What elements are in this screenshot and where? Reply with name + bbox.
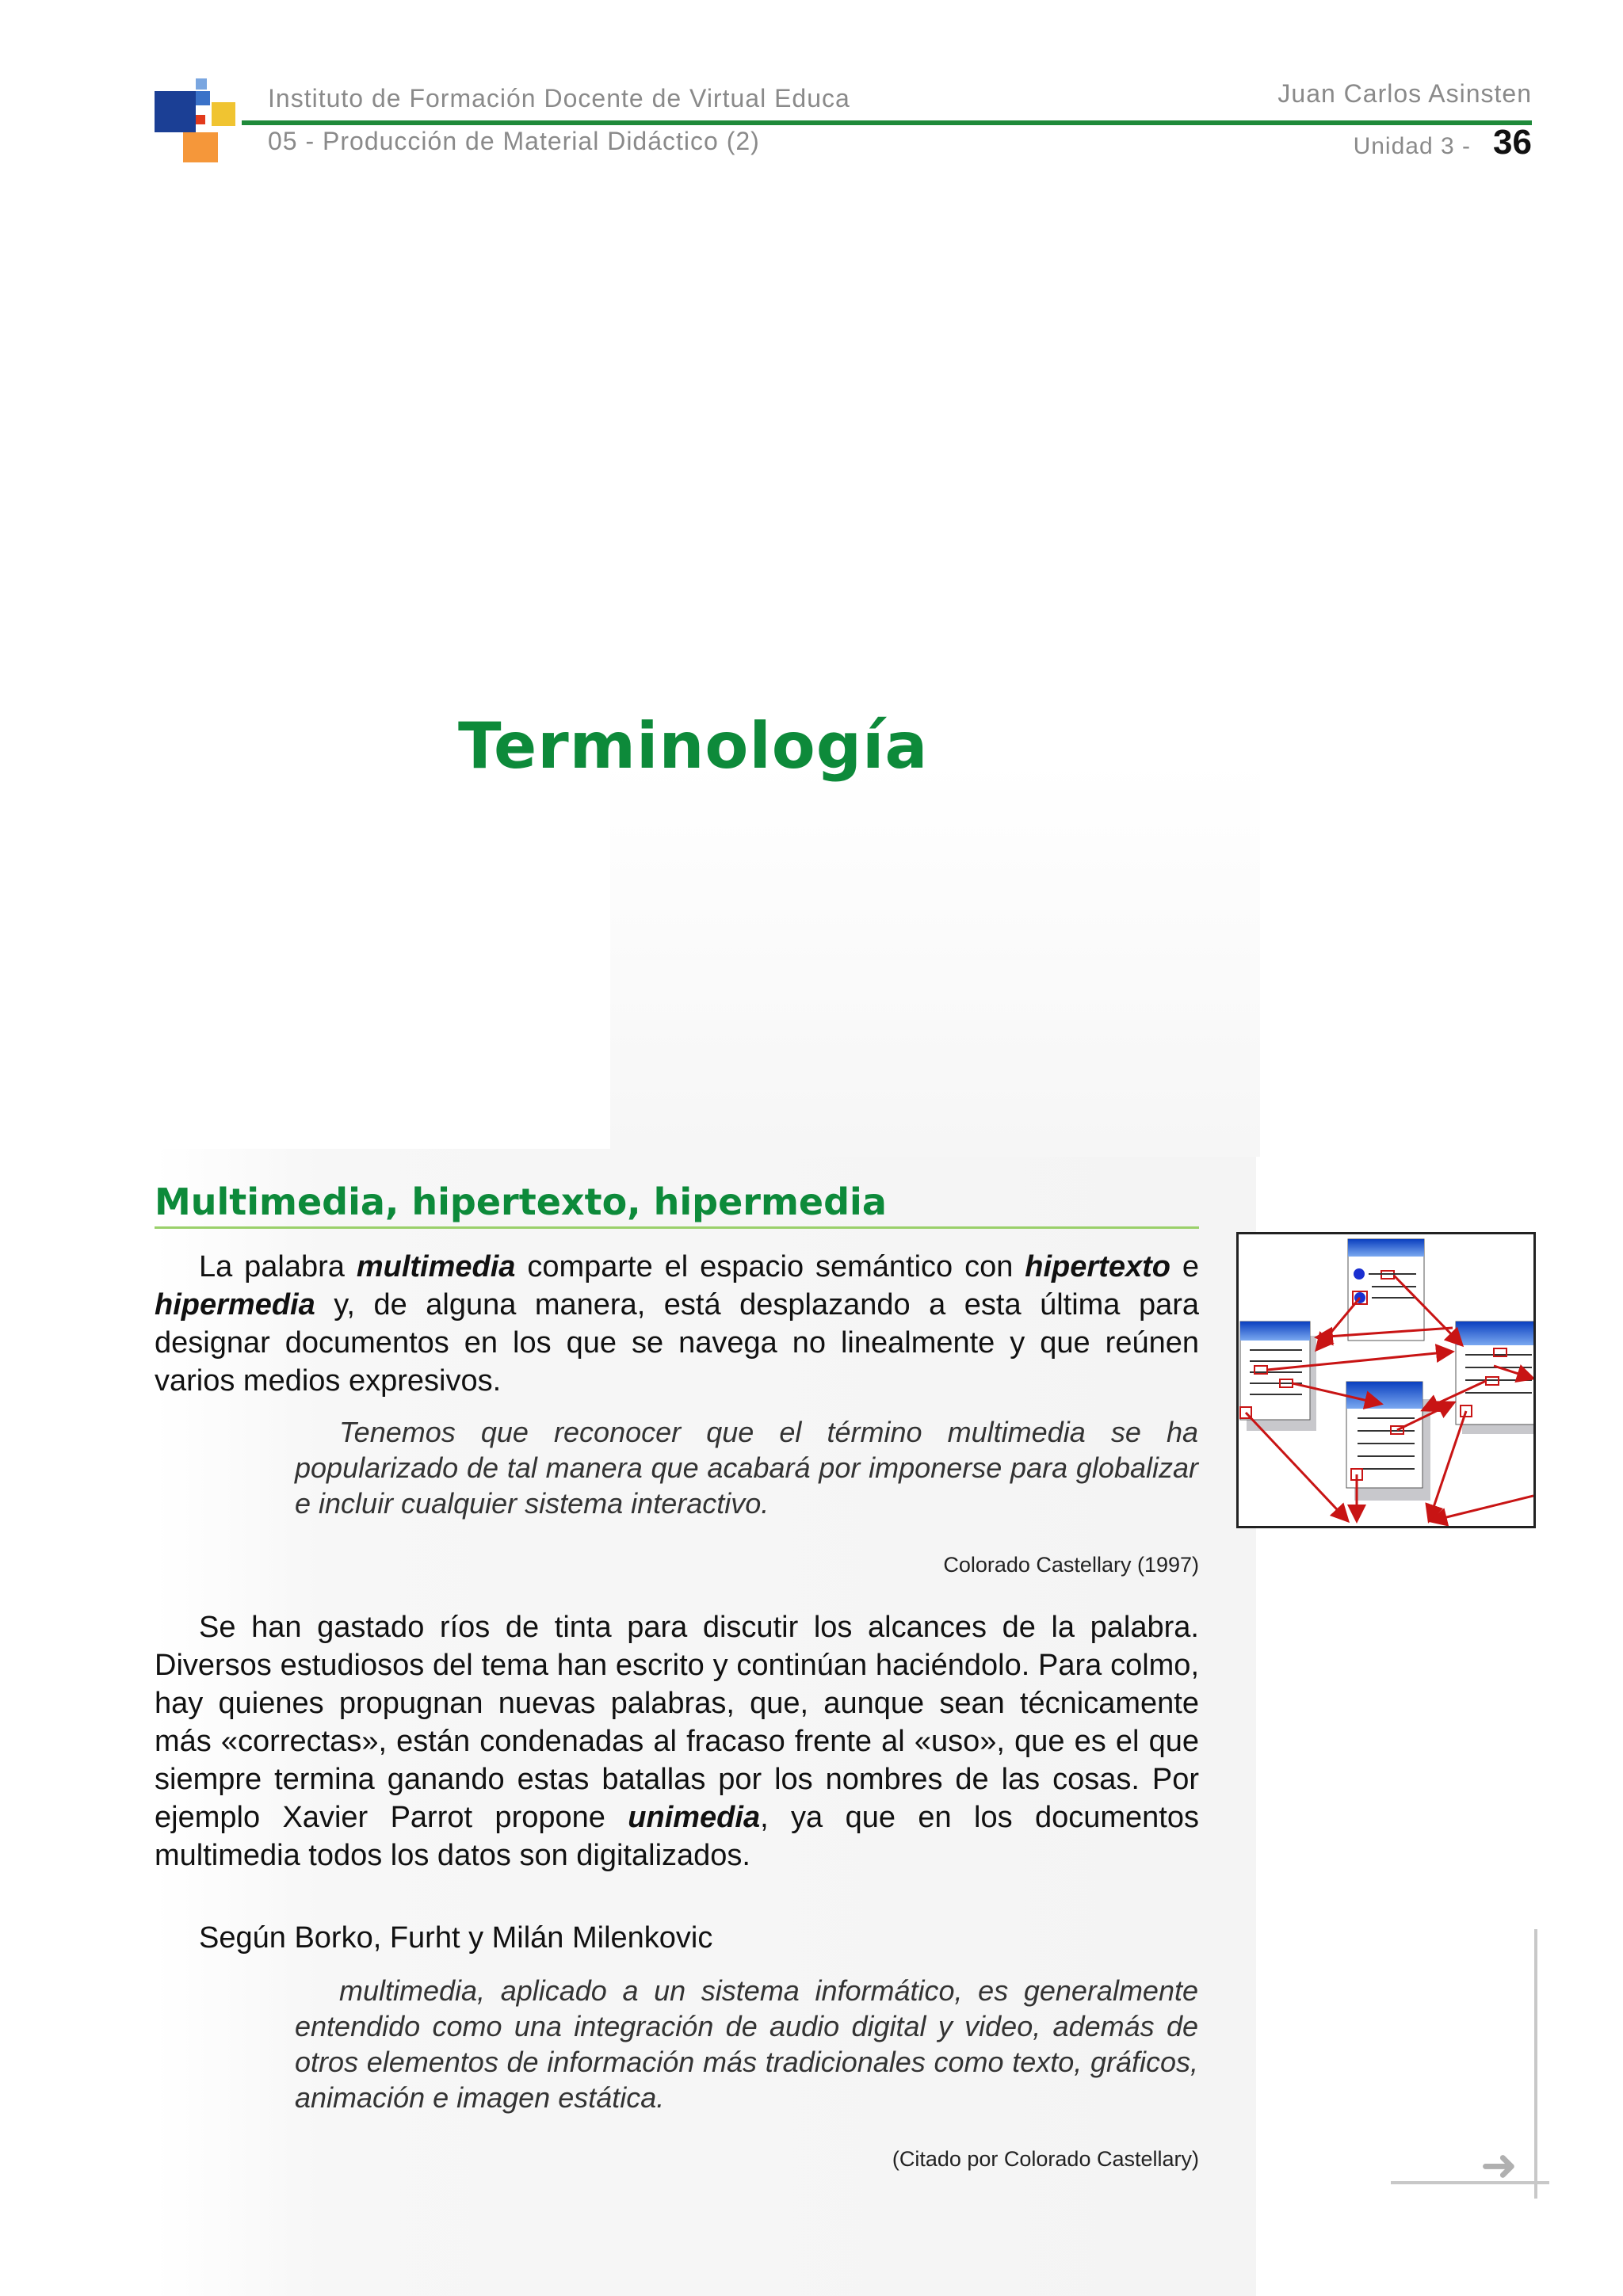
next-page-arrow-icon[interactable]: ➜ xyxy=(1480,2140,1518,2190)
p1-text-1: La palabra xyxy=(199,1250,357,1283)
virtual-educa-logo xyxy=(155,75,242,162)
citation-2: (Citado por Colorado Castellary) xyxy=(892,2147,1199,2171)
page-title: Terminología xyxy=(458,709,929,783)
document-icon xyxy=(1348,1239,1424,1341)
header-author: Juan Carlos Asinsten xyxy=(1277,79,1532,108)
document-icon xyxy=(1240,1322,1316,1431)
quote-2 xyxy=(295,1973,1198,2115)
section-title: Multimedia, hipertexto, hipermedia xyxy=(155,1180,887,1223)
page-shade-top xyxy=(610,761,1260,1157)
quote-1-text: Tenemos que reconocer que el término multimedia se ha popularizado de tal manera que acabará por imponerse para globalizar e incluir cualquier sistema interactivo. xyxy=(295,1416,1198,1520)
p1-text-3: e xyxy=(1170,1250,1200,1283)
section-rule xyxy=(155,1226,1199,1229)
quote-1 xyxy=(295,1414,1198,1521)
p1-term-multimedia: multimedia xyxy=(356,1250,516,1283)
header-rule xyxy=(242,120,1532,125)
hypertext-diagram-svg xyxy=(1239,1234,1533,1526)
p1-term-hipermedia: hipermedia xyxy=(155,1288,315,1322)
document-icon xyxy=(1456,1322,1533,1434)
header-unit: Unidad 3 - xyxy=(1353,133,1471,159)
page-number: 36 xyxy=(1493,123,1532,162)
p1-term-hipertexto: hipertexto xyxy=(1025,1250,1170,1283)
margin-vertical-line xyxy=(1534,1929,1537,2199)
p1-text-2: comparte el espacio semántico con xyxy=(515,1250,1025,1283)
citation-1: Colorado Castellary (1997) xyxy=(943,1553,1199,1577)
header-course: 05 - Producción de Material Didáctico (2) xyxy=(268,127,760,155)
p2-text-1: Se han gastado ríos de tinta para discutir los alcances de la palabra. Diversos estudiosos del tema han escrito y continúan haciéndolo. Para colmo, hay quienes propugnan nuevas palabras, que, aunque sean técnicamente más «correctas», están condenadas al fracaso frente al «uso», que es el que siempre termina ganando estas batallas por los nombres de las cosas. Por ejemplo Xavier Parrot propone xyxy=(155,1611,1199,1834)
p2-text-2: , ya que en los documentos multimedia todos los datos son digitalizados. xyxy=(155,1801,1199,1872)
p1-text-4: y, de alguna manera, está desplazando a esta última para designar documentos en los que se navega no linealmente y que reúnen varios medios expresivos. xyxy=(155,1288,1199,1398)
paragraph-2 xyxy=(155,1608,1199,1875)
margin-horizontal-line xyxy=(1391,2181,1549,2184)
quote-2-text: multimedia, aplicado a un sistema informático, es generalmente entendido como una integración de audio digital y video, además de otros elementos de información más tradicionales como texto, gráficos, animación e imagen estática. xyxy=(295,1974,1198,2114)
hypertext-diagram xyxy=(1236,1232,1536,1528)
header-organization: Instituto de Formación Docente de Virtual Educa xyxy=(268,84,850,113)
paragraph-1 xyxy=(155,1248,1199,1400)
lead-sentence: Según Borko, Furht y Milán Milenkovic xyxy=(199,1921,713,1955)
p2-term-unimedia: unimedia xyxy=(628,1801,761,1834)
